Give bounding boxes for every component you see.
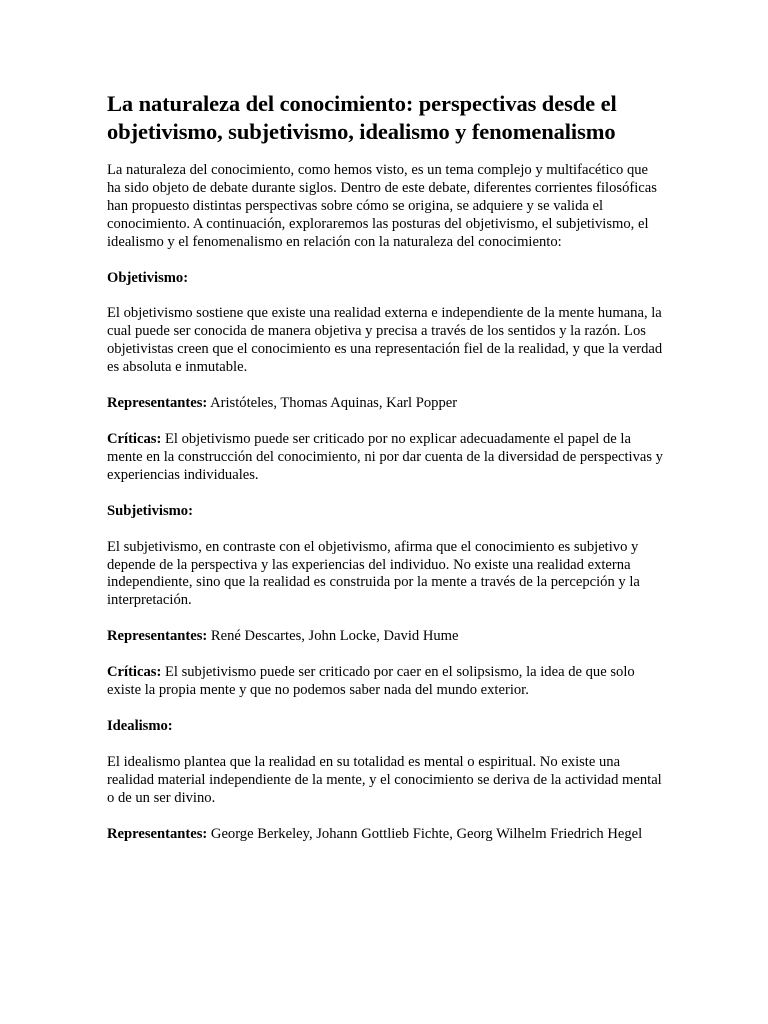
representatives-label: Representantes: xyxy=(107,395,208,412)
criticism-text: El subjetivismo puede ser criticado por caer en el solipsismo, la idea de que solo existe la propia mente y que no podemos saber nada del mundo exterior. xyxy=(107,664,635,699)
representatives-text: René Descartes, John Locke, David Hume xyxy=(207,628,459,645)
representatives-label: Representantes: xyxy=(107,825,208,842)
criticism-objetivismo xyxy=(107,431,663,485)
representatives-objetivismo xyxy=(107,395,663,413)
section-heading-objetivismo: Objetivismo: xyxy=(107,269,189,286)
criticism-text: El objetivismo puede ser criticado por no explicar adecuadamente el papel de la mente en la construcción del conocimiento, ni por dar cuenta de la diversidad de perspectivas y experiencias individuales. xyxy=(107,430,663,483)
representatives-label: Representantes: xyxy=(107,628,208,645)
representatives-idealismo xyxy=(107,826,663,844)
criticism-label: Críticas: xyxy=(107,664,162,681)
section-body-objetivismo: El objetivismo sostiene que existe una realidad externa e independiente de la mente humana, la cual puede ser conocida de manera objetiva y precisa a través de los sentidos y la razón. Los objetivistas creen que el conocimiento es una representación fiel de la realidad, y que la verdad es absoluta e inmutable. xyxy=(107,305,663,376)
representatives-subjetivismo xyxy=(107,628,663,646)
intro-paragraph: La naturaleza del conocimiento, como hemos visto, es un tema complejo y multifacético que ha sido objeto de debate durante siglos. Dentro de este debate, diferentes corrientes filosóficas han propuesto distintas perspectivas sobre cómo se origina, se adquiere y se valida el conocimiento. A continuación, exploraremos las posturas del objetivismo, el subjetivismo, el idealismo y el fenomenalismo en relación con la naturaleza del conocimiento: xyxy=(107,162,657,250)
document-title: La naturaleza del conocimiento: perspectivas desde el objetivismo, subjetivismo, idealismo y fenomenalismo xyxy=(107,91,617,144)
criticism-subjetivismo xyxy=(107,664,663,700)
criticism-label: Críticas: xyxy=(107,430,162,447)
section-body-subjetivismo: El subjetivismo, en contraste con el objetivismo, afirma que el conocimiento es subjetivo y depende de la perspectiva y las experiencias del individuo. No existe una realidad externa independiente, sino que la realidad es construida por la mente a través de la percepción y la interpretación. xyxy=(107,538,640,609)
section-heading-subjetivismo: Subjetivismo: xyxy=(107,502,193,519)
section-body-idealismo: El idealismo plantea que la realidad en su totalidad es mental o espiritual. No existe una realidad material independiente de la mente, y el conocimiento se deriva de la actividad mental o de un ser divino. xyxy=(107,753,662,806)
representatives-text: George Berkeley, Johann Gottlieb Fichte, Georg Wilhelm Friedrich Hegel xyxy=(207,825,643,842)
document-page xyxy=(107,90,663,861)
section-heading-idealismo: Idealismo: xyxy=(107,717,173,734)
representatives-text: Aristóteles, Thomas Aquinas, Karl Popper xyxy=(207,395,458,412)
